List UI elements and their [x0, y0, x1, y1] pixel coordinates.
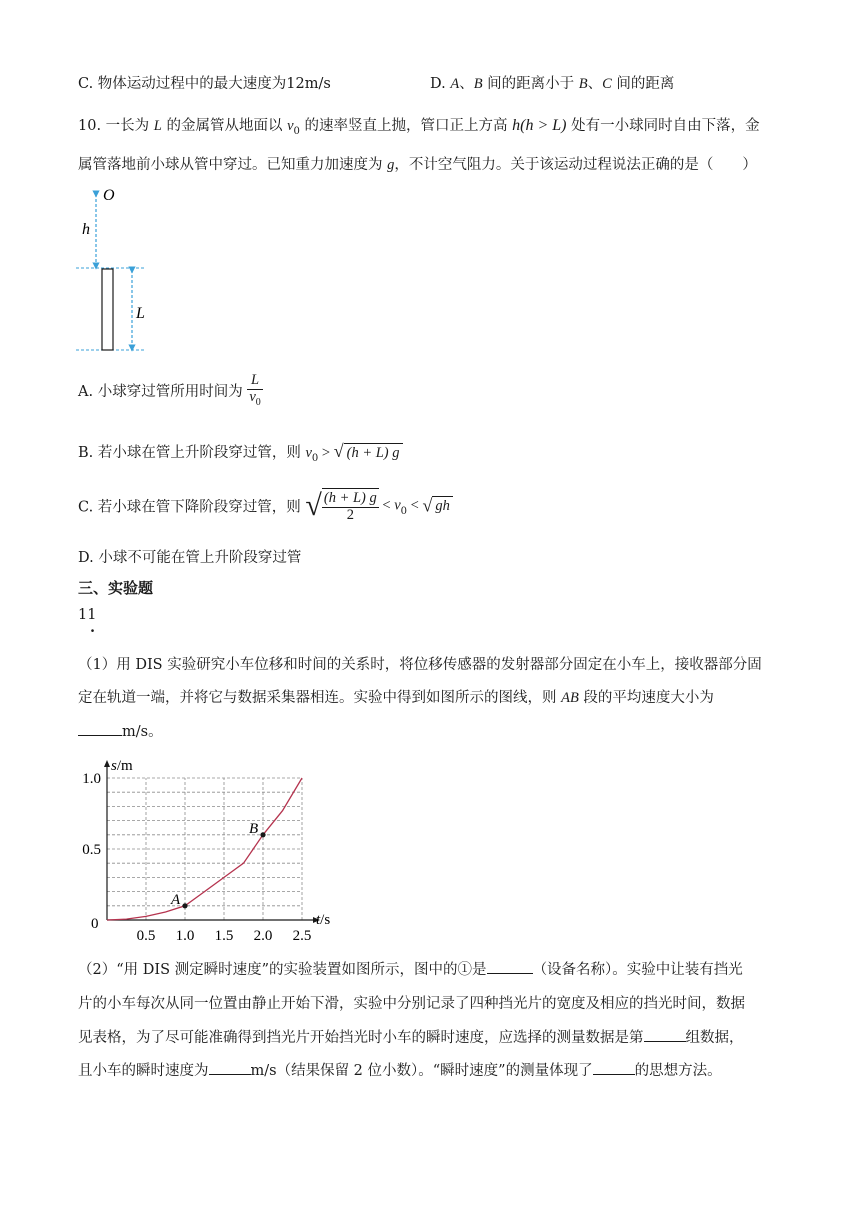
- q10-option-b: [78, 441, 403, 464]
- data-point-a: [182, 903, 187, 908]
- y-tick-label: 1.0: [82, 771, 101, 787]
- x-axis-label: t/s: [316, 912, 331, 928]
- paragraph-text: （2）“用 DIS 测定瞬时速度”的实验装置如图所示，图中的①是: [78, 962, 487, 978]
- symbol-v: v: [394, 497, 401, 514]
- fraction-denominator: v: [249, 388, 256, 405]
- unit-text: m/s。: [122, 724, 163, 740]
- stem-text: ，不计空气阻力。关于该运动过程说法正确的是（ ）: [394, 157, 757, 173]
- point-a-label: A: [450, 76, 460, 92]
- option-d-middle: 间的距离小于: [482, 76, 579, 92]
- greater-than: >: [318, 445, 334, 461]
- q11-part2-line1: [78, 958, 743, 979]
- paragraph-text: 组数据，: [685, 1030, 744, 1046]
- point-b-label: B: [578, 76, 588, 92]
- point-b-label: B: [473, 76, 483, 92]
- q10-option-c: [78, 488, 453, 524]
- x-tick-label: 1.5: [214, 928, 234, 944]
- x-tick-label: 2.0: [253, 928, 273, 944]
- paragraph-text: 见表格，为了尽可能准确得到挡光片开始挡光时小车的瞬时速度，应选择的测量数据是第: [78, 1030, 644, 1046]
- subscript: 0: [293, 125, 300, 137]
- q10-stem-line2: [78, 153, 757, 174]
- option-c-text: C. 物体运动过程中的最大速度为12m/s: [78, 76, 331, 92]
- section-title: [78, 577, 153, 598]
- paragraph-text: 段的平均速度大小为: [578, 690, 714, 706]
- symbol-L: L: [153, 118, 162, 134]
- option-c-text: C. 若小球在管下降阶段穿过管，则: [78, 499, 306, 516]
- paragraph-text: 的思想方法。: [634, 1063, 722, 1079]
- paragraph-text: （1）用 DIS 实验研究小车位移和时间的关系时，将位移传感器的发射器部分固定在小车上，接收器部分固: [78, 657, 762, 673]
- fraction-numerator: L: [247, 373, 262, 390]
- fraction-L-over-v0: [247, 373, 262, 408]
- subscript: 0: [255, 396, 261, 408]
- condition-math: h(h > L): [512, 117, 567, 134]
- option-d-text: D. 小球不可能在管上升阶段穿过管: [78, 550, 302, 566]
- y-axis-label: s/m: [111, 758, 133, 774]
- q11-dot: [90, 619, 95, 636]
- stem-text: 处有一小球同时自由下落，金: [566, 118, 760, 134]
- sqrt-sign: √: [422, 495, 433, 516]
- point-c-label: C: [602, 76, 612, 92]
- point-label-a: A: [171, 891, 181, 908]
- sqrt-radicand: (h + L) g: [344, 443, 403, 462]
- option-b-text: B. 若小球在管上升阶段穿过管，则: [78, 445, 306, 461]
- q10-stem-line1: [78, 114, 760, 137]
- option-d-prefix: D.: [430, 76, 451, 92]
- option-d-suffix: 间的距离: [611, 76, 675, 92]
- sqrt-radicand: gh: [432, 496, 453, 515]
- answer-blank[interactable]: [209, 1074, 251, 1075]
- x-tick-label: 2.5: [292, 928, 312, 944]
- paragraph-text: 片的小车每次从同一位置由静止开始下滑，实验中分别记录了四种挡光片的宽度及相应的挡光时间，数据: [78, 996, 745, 1012]
- stem-text: 属管落地前小球从管中穿过。已知重力加速度为: [78, 157, 388, 173]
- answer-blank[interactable]: [644, 1041, 686, 1042]
- less-than: <: [407, 497, 423, 514]
- stem-text: 一长为: [101, 118, 154, 134]
- symbol-v: v: [287, 118, 294, 134]
- q10-figure: [76, 180, 166, 360]
- question-number: 10.: [78, 118, 102, 134]
- stem-text: 的金属管从地面以: [161, 118, 288, 134]
- q11-part1-line3: [78, 720, 163, 741]
- x-tick-label: 1.0: [175, 928, 195, 944]
- label-l: L: [136, 305, 145, 322]
- answer-blank[interactable]: [593, 1074, 635, 1075]
- q11-part1-line1: [78, 653, 762, 674]
- data-point-b: [260, 832, 265, 837]
- sqrt-fraction: [322, 488, 379, 524]
- q11-part2-line3: [78, 1026, 744, 1047]
- label-h: h: [82, 221, 90, 238]
- subscript: 0: [311, 452, 319, 464]
- separator: 、: [459, 76, 474, 92]
- origin-label: 0: [91, 916, 99, 932]
- s-t-chart: [70, 752, 350, 952]
- paragraph-text: m/s（结果保留 2 位小数）。“瞬时速度”的测量体现了: [250, 1063, 593, 1079]
- q11-part2-line2: [78, 992, 745, 1013]
- question-number: 11: [78, 607, 97, 623]
- section-title-text: 三、实验题: [78, 579, 154, 597]
- paragraph-text: （设备名称）。实验中让装有挡光: [532, 962, 743, 978]
- symbol-v: v: [305, 445, 312, 461]
- fraction-denominator: 2: [346, 506, 354, 523]
- sqrt-sign: √: [333, 441, 344, 461]
- label-o: O: [103, 187, 115, 204]
- q11-part1-line2: [78, 686, 714, 707]
- question-dot: .: [90, 619, 96, 636]
- y-axis-arrow: [104, 760, 110, 767]
- fraction-numerator: (h + L) g: [323, 490, 377, 506]
- paragraph-text: 且小车的瞬时速度为: [78, 1063, 209, 1079]
- separator: 、: [587, 76, 603, 92]
- less-than: <: [378, 497, 395, 514]
- q11-part2-line4: [78, 1059, 722, 1080]
- subscript: 0: [400, 505, 408, 517]
- stem-text: 的速率竖直上抛，管口正上方高: [299, 118, 513, 134]
- answer-blank[interactable]: [487, 973, 533, 974]
- q10-option-a: [78, 373, 263, 408]
- q10-option-d: [78, 546, 301, 567]
- symbol-g: g: [387, 157, 395, 173]
- answer-blank[interactable]: [78, 735, 122, 736]
- option-d-prev: [430, 72, 674, 93]
- paragraph-text: 定在轨道一端，并将它与数据采集器相连。实验中得到如图所示的图线，则: [78, 690, 562, 706]
- option-a-text: A. 小球穿过管所用时间为: [78, 383, 243, 400]
- y-tick-label: 0.5: [82, 842, 101, 858]
- option-c-prev: [78, 72, 331, 93]
- sqrt-sign: √: [305, 488, 322, 522]
- point-label-b: B: [249, 820, 259, 837]
- segment-ab: AB: [561, 690, 579, 706]
- x-tick-label: 0.5: [136, 928, 156, 944]
- metal-tube: [102, 269, 113, 350]
